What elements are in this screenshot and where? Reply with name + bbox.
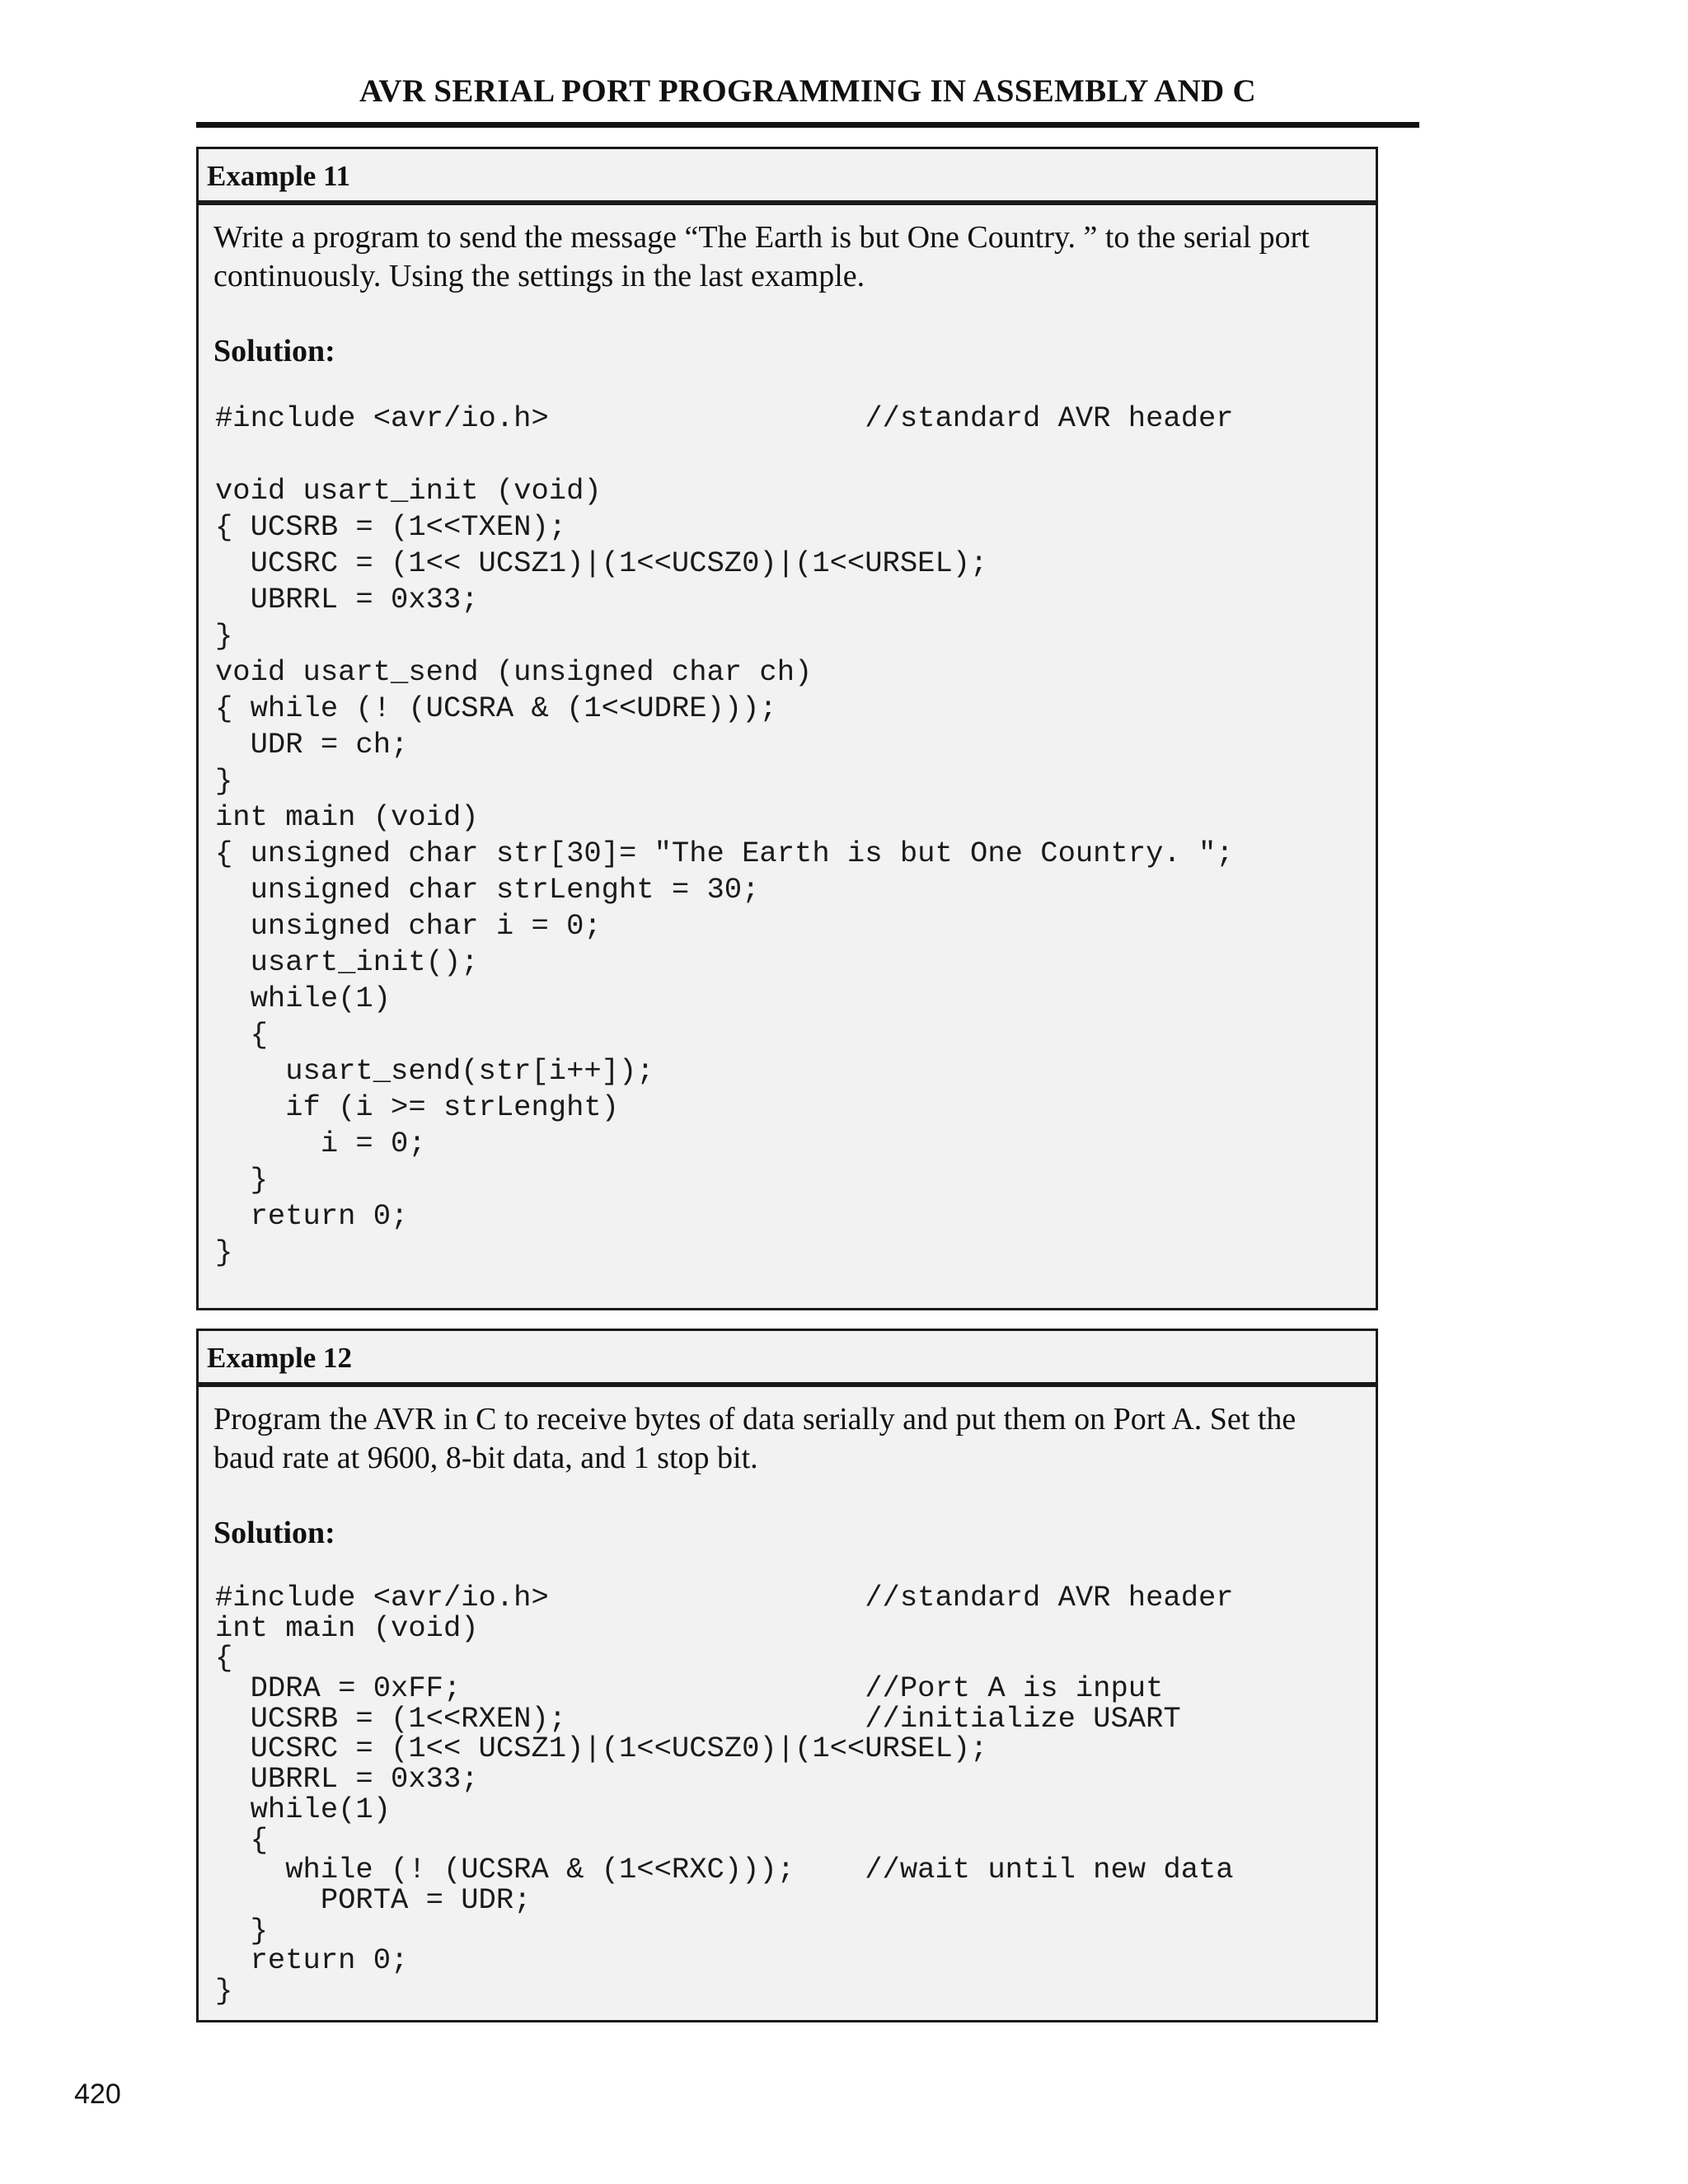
code-line: #include <avr/io.h> //standard AVR header xyxy=(215,401,1234,435)
example-12-solution-label: Solution: xyxy=(213,1516,335,1550)
code-line: i = 0; xyxy=(215,1127,426,1160)
code-line: #include <avr/io.h> //standard AVR header xyxy=(215,1581,1234,1615)
code-line: } xyxy=(215,1163,268,1197)
code-line: int main (void) xyxy=(215,1610,479,1645)
code-line: while (! (UCSRA & (1<<RXC))); //wait until new data xyxy=(215,1853,1234,1887)
code-line: } xyxy=(215,764,233,798)
page-header-title: AVR SERIAL PORT PROGRAMMING IN ASSEMBLY AND C xyxy=(359,73,1257,109)
code-line: return 0; xyxy=(215,1943,409,1978)
code-line: DDRA = 0xFF; //Port A is input xyxy=(215,1671,1164,1706)
example-11-box xyxy=(196,147,1378,1310)
code-line: UCSRC = (1<< UCSZ1)|(1<<UCSZ0)|(1<<URSEL); xyxy=(215,1732,988,1766)
code-line: unsigned char i = 0; xyxy=(215,909,602,943)
code-line: UBRRL = 0x33; xyxy=(215,1762,479,1797)
code-line: while(1) xyxy=(215,1792,392,1826)
code-line: } xyxy=(215,1913,268,1947)
code-line: } xyxy=(215,1235,233,1269)
example-11-solution-label: Solution: xyxy=(213,334,335,368)
code-line: { xyxy=(215,1822,268,1857)
code-line xyxy=(215,437,1376,473)
example-12-title: Example 12 xyxy=(199,1331,1376,1387)
code-line: UCSRC = (1<< UCSZ1)|(1<<UCSZ0)|(1<<URSEL); xyxy=(215,546,988,580)
code-line: int main (void) xyxy=(215,800,479,834)
code-line: return 0; xyxy=(215,1199,409,1233)
code-line: { while (! (UCSRA & (1<<UDRE))); xyxy=(215,691,777,725)
example-11-code-block xyxy=(199,401,1376,1271)
code-line: if (i >= strLenght) xyxy=(215,1090,619,1124)
code-line: { xyxy=(215,1018,268,1052)
example-12-code-block xyxy=(199,1582,1376,2006)
example-12-box xyxy=(196,1329,1378,2022)
code-line: UBRRL = 0x33; xyxy=(215,583,479,616)
code-line: UCSRB = (1<<RXEN); //initialize USART xyxy=(215,1701,1181,1736)
code-line: unsigned char strLenght = 30; xyxy=(215,873,760,907)
example-12-prose: Program the AVR in C to receive bytes of data serially and put them on Port A. Set the baud rate at 9600, 8-bit data, and 1 stop bit. xyxy=(213,1402,1296,1475)
code-line: PORTA = UDR; xyxy=(215,1882,532,1917)
code-line: usart_init(); xyxy=(215,945,479,979)
page-number: 420 xyxy=(74,2079,121,2110)
code-line: { UCSRB = (1<<TXEN); xyxy=(215,510,567,544)
code-line: void usart_init (void) xyxy=(215,474,602,508)
code-line: { xyxy=(215,1641,233,1675)
code-line: } xyxy=(215,619,233,653)
example-11-title: Example 11 xyxy=(199,149,1376,205)
code-line: usart_send(str[i++]); xyxy=(215,1054,654,1088)
code-line: } xyxy=(215,1973,233,2008)
example-11-prose: Write a program to send the message “The Earth is but One Country. ” to the serial port continuously. Using the settings in the last example. xyxy=(213,220,1310,293)
code-line: while(1) xyxy=(215,982,392,1015)
code-line: UDR = ch; xyxy=(215,728,409,762)
code-line: void usart_send (unsigned char ch) xyxy=(215,655,813,689)
code-line: { unsigned char str[30]= "The Earth is but One Country. "; xyxy=(215,837,1234,870)
header-rule xyxy=(196,122,1419,128)
